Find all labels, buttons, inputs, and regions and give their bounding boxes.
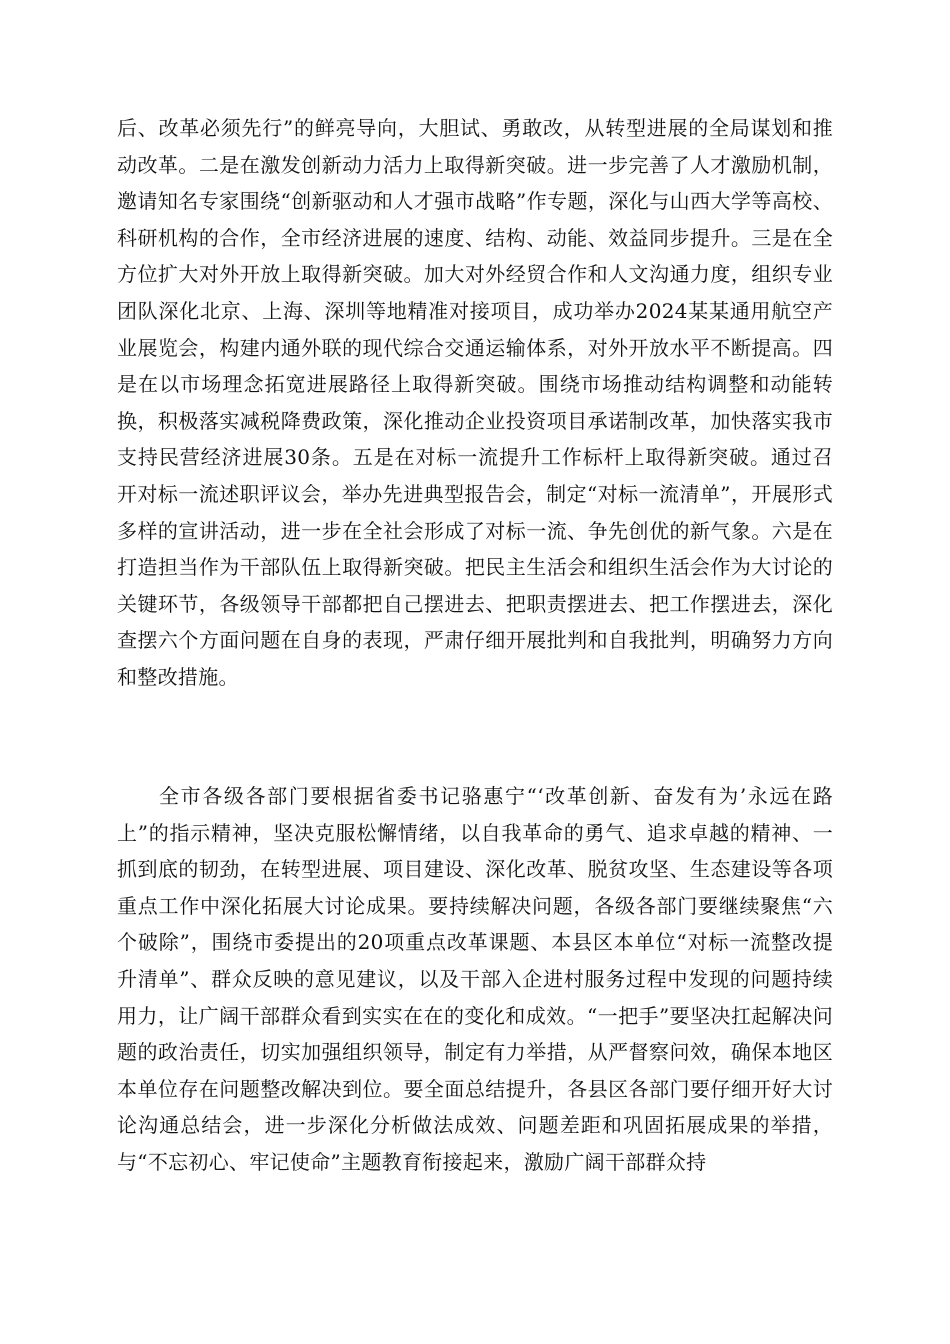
body-paragraph-2: 全市各级各部门要根据省委书记骆惠宁“‘改革创新、奋发有为’永远在路上”的指示精神，坚决克服松懈情绪，以自我革命的勇气、追求卓越的精神、一抓到底的韧劲，在转型进展、项目建设、深化改革、脱贫攻坚、生态建设等各项重点工作中深化拓展大讨论成果。要持续解决问题，各级各部门要继续聚焦“六个破除”，围绕市委提出的20项重点改革课题、本县区本单位“对标一流整改提升清单”、群众反映的意见建议，以及干部入企进村服务过程中发现的问题持续用力，让广阔干部群众看到实实在在的变化和成效。“一把手”要坚决扛起解决问题的政治责任，切实加强组织领导，制定有力举措，从严督察问效，确保本地区本单位存在问题整改解决到位。要全面总结提升，各县区各部门要仔细开好大讨论沟通总结会，进一步深化分析做法成效、问题差距和巩固拓展成果的举措，与“不忘初心、牢记使命”主题教育衔接起来，激励广阔干部群众持 (117, 784, 833, 1174)
body-paragraph-1: 后、改革必须先行”的鲜亮导向，大胆试、勇敢改，从转型进展的全局谋划和推动改革。二是在激发创新动力活力上取得新突破。进一步完善了人才激励机制，邀请知名专家围绕“创新驱动和人才强市战略”作专题，深化与山西大学等高校、科研机构的合作，全市经济进展的速度、结构、动能、效益同步提升。三是在全方位扩大对外开放上取得新突破。加大对外经贸合作和人文沟通力度，组织专业团队深化北京、上海、深圳等地精准对接项目，成功举办2024某某通用航空产业展览会，构建内通外联的现代综合交通运输体系，对外开放水平不断提高。四是在以市场理念拓宽进展路径上取得新突破。围绕市场推动结构调整和动能转换，积极落实减税降费政策，深化推动企业投资项目承诺制改革，加快落实我市支持民营经济进展30条。五是在对标一流提升工作标杆上取得新突破。通过召开对标一流述职评议会，举办先进典型报告会，制定“对标一流清单”，开展形式多样的宣讲活动，进一步在全社会形成了对标一流、争先创优的新气象。六是在打造担当作为干部队伍上取得新突破。把民主生活会和组织生活会作为大讨论的关键环节，各级领导干部都把自己摆进去、把职责摆进去、把工作摆进去，深化查摆六个方面问题在自身的表现，严肃仔细开展批判和自我批判，明确努力方向和整改措施。 (117, 116, 833, 689)
